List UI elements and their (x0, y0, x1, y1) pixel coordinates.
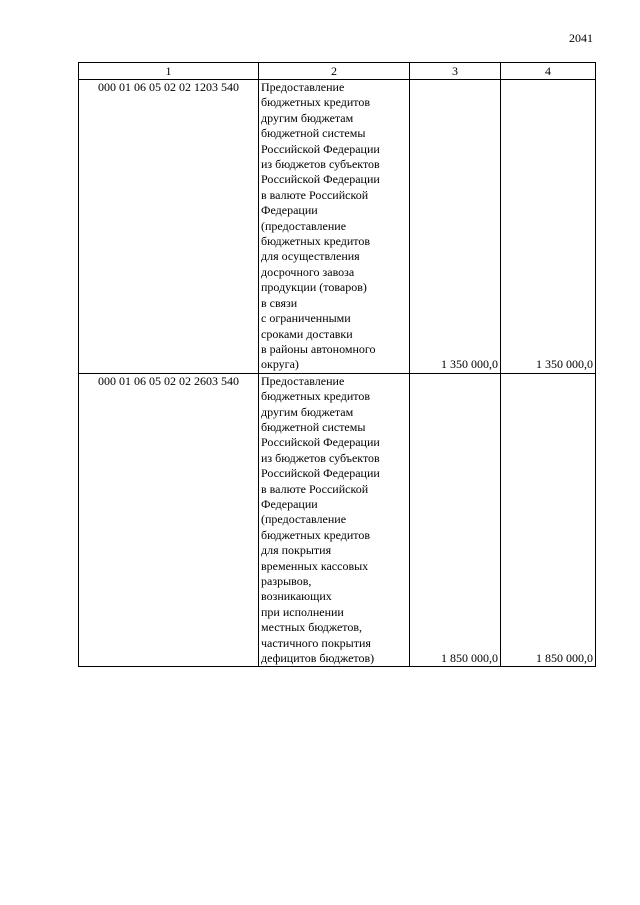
description-line: возникающих (261, 589, 332, 604)
budget-code-cell: 000 01 06 05 02 02 1203 540 (79, 80, 259, 374)
page-number: 2041 (569, 31, 593, 45)
description-line: при исполнении (261, 604, 344, 619)
description-line: временных кассовых (261, 558, 369, 573)
description-cell (259, 373, 410, 667)
description-line: в связи (261, 295, 298, 310)
description-line: местных бюджетов, (261, 620, 363, 635)
amount-column-4-cell: 1 350 000,0 (501, 80, 596, 374)
description-line: другим бюджетам (261, 404, 354, 419)
description-line: (предоставление (261, 218, 347, 233)
table-row (79, 373, 596, 667)
budget-table (78, 62, 596, 667)
column-header-2: 2 (259, 63, 410, 80)
description-line: в валюте Российской (261, 187, 369, 202)
description-line: для покрытия (261, 543, 332, 558)
description-line: Предоставление (261, 80, 345, 94)
description-line: в валюте Российской (261, 481, 369, 496)
description-line: (предоставление (261, 512, 347, 527)
description-line: продукции (товаров) (261, 280, 367, 295)
description-line: дефицитов бюджетов) (261, 651, 375, 666)
description-line: Российской Федерации (261, 172, 380, 187)
description-line: Российской Федерации (261, 435, 380, 450)
table-row (79, 80, 596, 374)
description-line: бюджетных кредитов (261, 527, 371, 542)
description-line: в районы автономного (261, 341, 376, 356)
description-line: бюджетных кредитов (261, 95, 371, 110)
description-line: бюджетной системы (261, 126, 366, 141)
column-header-3: 3 (410, 63, 501, 80)
description-line: для осуществления (261, 249, 360, 264)
description-line: Федерации (261, 203, 318, 218)
description-line: Российской Федерации (261, 466, 380, 481)
description-line: сроками доставки (261, 326, 353, 341)
description-line: с ограниченными (261, 311, 351, 326)
description-cell (259, 80, 410, 374)
description-line: из бюджетов субъектов (261, 450, 380, 465)
description-line: другим бюджетам (261, 110, 354, 125)
description-line: Российской Федерации (261, 141, 380, 156)
description-line: Федерации (261, 496, 318, 511)
description-line: бюджетных кредитов (261, 389, 371, 404)
description-line: разрывов, (261, 574, 312, 588)
amount-column-4-cell: 1 850 000,0 (501, 373, 596, 667)
amount-column-3-cell: 1 350 000,0 (410, 80, 501, 374)
column-header-1: 1 (79, 63, 259, 80)
amount-column-3-cell: 1 850 000,0 (410, 373, 501, 667)
description-line: частичного покрытия (261, 635, 371, 650)
description-line: бюджетных кредитов (261, 234, 371, 249)
description-line: округа) (261, 357, 299, 372)
description-line: бюджетной системы (261, 419, 366, 434)
column-header-4: 4 (501, 63, 596, 80)
description-line: из бюджетов субъектов (261, 157, 380, 172)
budget-code-cell: 000 01 06 05 02 02 2603 540 (79, 373, 259, 667)
description-line: досрочного завоза (261, 264, 355, 279)
table-header-row (79, 63, 596, 80)
description-line: Предоставление (261, 373, 345, 388)
